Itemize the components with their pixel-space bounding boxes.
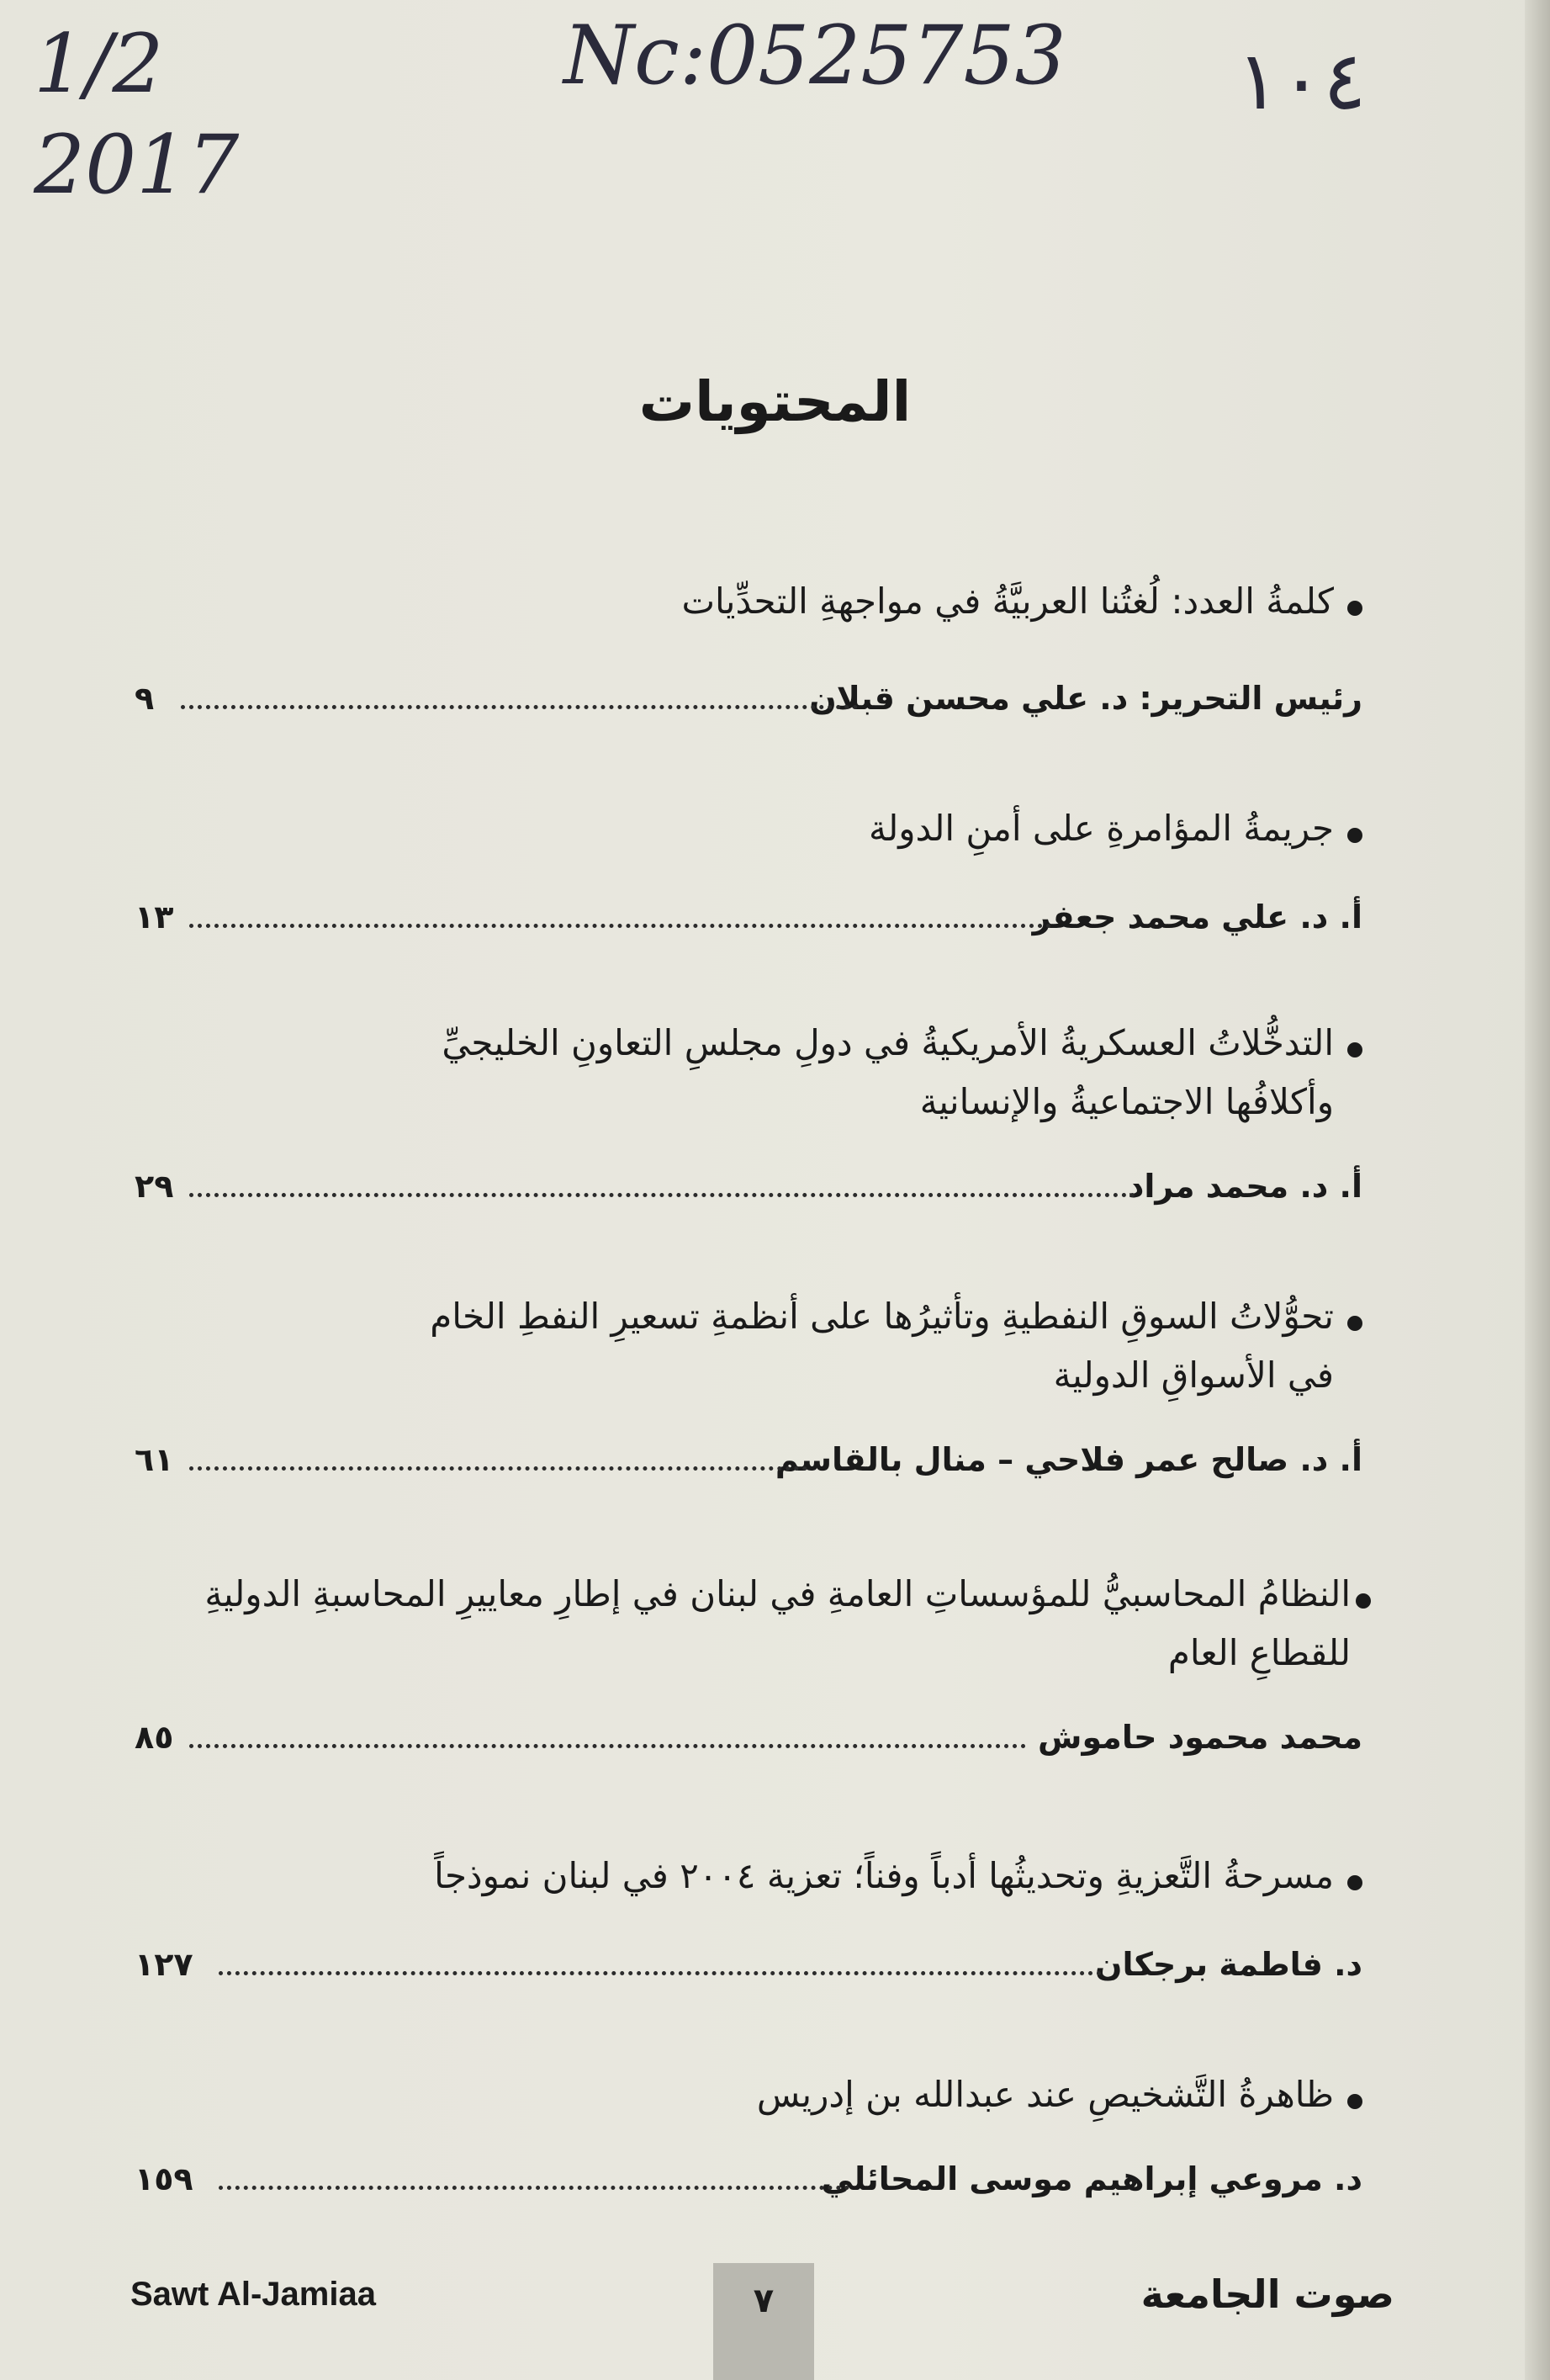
dot-leader xyxy=(189,1466,807,1471)
entry-page-number: ١٢٧ xyxy=(135,1946,193,1983)
entry-author: محمد محمود حاموش xyxy=(1038,1719,1362,1756)
entry-title-line: كلمةُ العدد: لُغتُنا العربيَّةُ في مواجهةِ التحدِّيات xyxy=(681,580,1334,622)
handwritten-fraction: 1/2 xyxy=(34,17,164,111)
dot-leader xyxy=(219,1971,1102,1975)
entry-author: أ. د. صالح عمر فلاحي – منال بالقاسم xyxy=(775,1441,1362,1478)
entry-author: أ. د. محمد مراد xyxy=(1127,1168,1362,1205)
entry-title-line: للقطاعِ العام xyxy=(1167,1632,1351,1673)
entry-title-line: وأكلافُها الاجتماعيةُ والإنسانية xyxy=(919,1081,1334,1122)
author-row xyxy=(135,892,1362,942)
dot-leader xyxy=(181,705,858,709)
entry-title-line: في الأسواقِ الدولية xyxy=(1053,1354,1334,1396)
handwritten-code: Nc:0525753 xyxy=(563,8,1066,103)
bullet-icon xyxy=(1347,2094,1362,2109)
bullet-icon xyxy=(1347,1042,1362,1057)
author-row xyxy=(135,1434,1362,1485)
page-edge xyxy=(1525,0,1550,2380)
entry-title-line: النظامُ المحاسبيُّ للمؤسساتِ العامةِ في لبنان في إطارِ معاييرِ المحاسبةِ الدوليةِ xyxy=(204,1573,1351,1614)
entry-author: أ. د. علي محمد جعفر xyxy=(1032,898,1362,936)
author-row xyxy=(135,1939,1362,1990)
author-row xyxy=(135,1712,1362,1762)
dot-leader xyxy=(189,1744,1026,1748)
dot-leader xyxy=(189,1193,1135,1197)
entry-author: د. مروعي إبراهيم موسى المحائلي xyxy=(821,2160,1362,2197)
footer-journal-name-latin: Sawt Al-Jamiaa xyxy=(130,2276,376,2313)
entry-title-line: جريمةُ المؤامرةِ على أمنِ الدولة xyxy=(868,808,1334,849)
entry-page-number: ١٣ xyxy=(135,898,174,936)
bullet-icon xyxy=(1347,601,1362,616)
entry-page-number: ٢٩ xyxy=(135,1168,174,1205)
footer-journal-name-arabic: صوت الجامعة xyxy=(1140,2271,1394,2317)
entry-page-number: ١٥٩ xyxy=(135,2160,193,2197)
entry-page-number: ٦١ xyxy=(135,1441,174,1478)
entry-author: د. فاطمة برجكان xyxy=(1095,1946,1362,1983)
handwritten-year: 2017 xyxy=(34,118,240,212)
dot-leader xyxy=(219,2186,849,2190)
bullet-icon xyxy=(1347,828,1362,843)
handwritten-arabic-number: ١٠٤ xyxy=(1236,34,1367,128)
entry-page-number: ٩ xyxy=(135,680,155,717)
page-title: المحتويات xyxy=(638,369,912,435)
author-row xyxy=(135,2154,1362,2204)
entry-title-line: تحوُّلاتُ السوقِ النفطيةِ وتأثيرُها على أنظمةِ تسعيرِ النفطِ الخام xyxy=(430,1296,1334,1337)
footer-page-box xyxy=(713,2263,814,2380)
author-row xyxy=(135,1161,1362,1211)
entry-title-line: مسرحةُ التَّعزيةِ وتحديثُها أدباً وفناً؛ تعزية ٢٠٠٤ في لبنان نموذجاً xyxy=(434,1855,1334,1896)
entry-title-line: التدخُّلاتُ العسكريةُ الأمريكيةُ في دولِ مجلسِ التعاونِ الخليجيِّ xyxy=(442,1022,1334,1063)
author-row xyxy=(135,673,1362,724)
entry-title-line: ظاهرةُ التَّشخيصِ عند عبدالله بن إدريس xyxy=(756,2074,1334,2115)
bullet-icon xyxy=(1347,1316,1362,1331)
entry-author: رئيس التحرير: د. علي محسن قبلان xyxy=(809,680,1362,717)
bullet-icon xyxy=(1347,1875,1362,1890)
bullet-icon xyxy=(1356,1593,1371,1609)
dot-leader xyxy=(189,924,1051,928)
entry-page-number: ٨٥ xyxy=(135,1719,174,1756)
footer-page-number: ٧ xyxy=(753,2282,775,2320)
